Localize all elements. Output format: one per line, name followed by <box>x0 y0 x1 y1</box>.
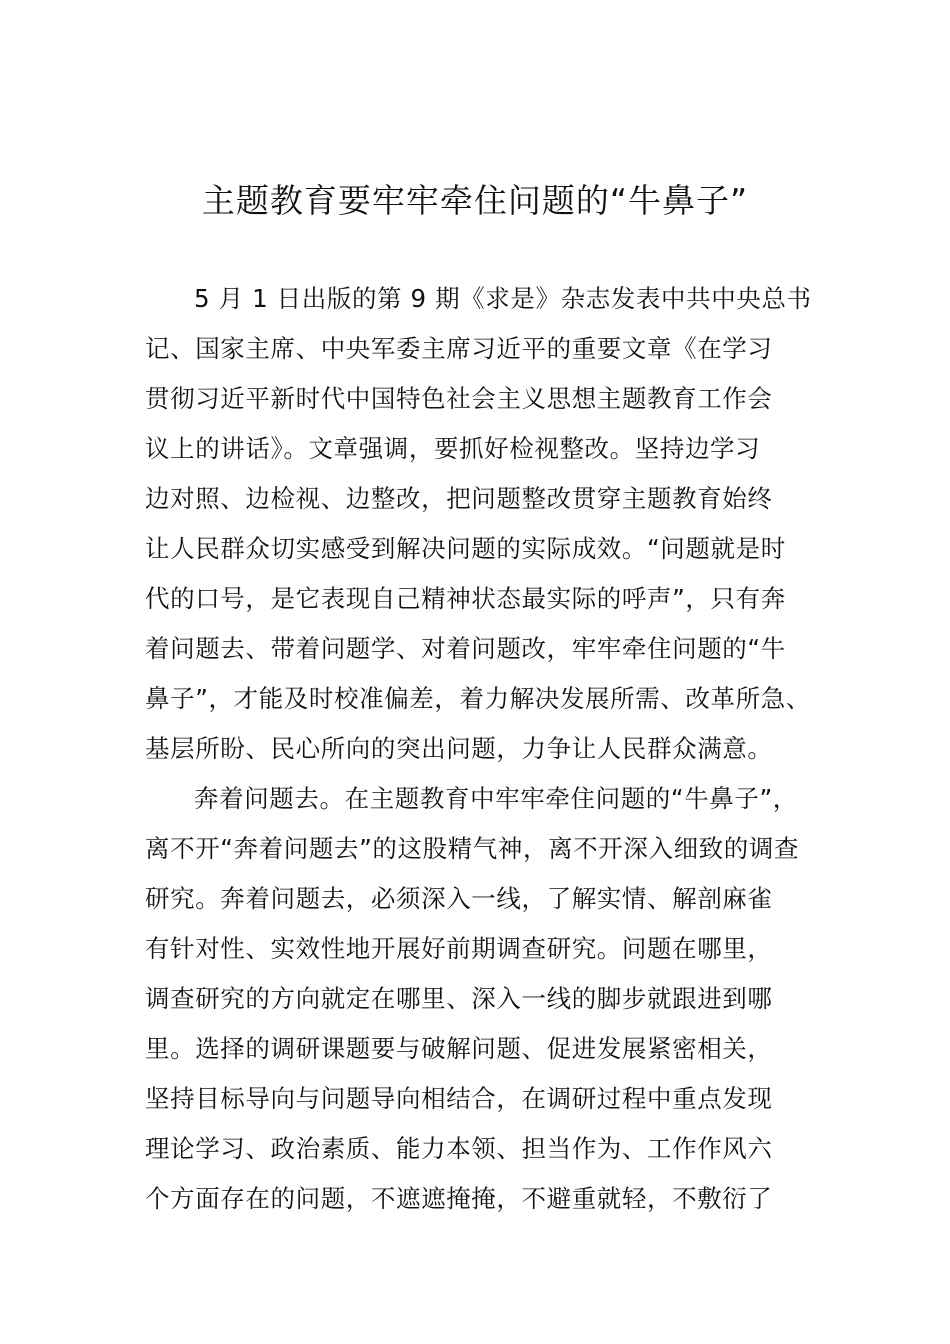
text-line: 代的口号，是它表现自己精神状态最实际的呼声”，只有奔 <box>145 584 786 613</box>
text-line: 着问题去、带着问题学、对着问题改，牢牢牵住问题的“牛 <box>145 634 786 663</box>
text-line: 个方面存在的问题，不遮遮掩掩，不避重就轻，不敷衍了 <box>145 1184 773 1213</box>
text-line: 坚持目标导向与问题导向相结合，在调研过程中重点发现 <box>145 1084 773 1113</box>
text-line: 贯彻习近平新时代中国特色社会主义思想主题教育工作会 <box>145 384 773 413</box>
text-line: 议上的讲话》。文章强调，要抓好检视整改。坚持边学习 <box>145 434 761 463</box>
text-line: 边对照、边检视、边整改，把问题整改贯穿主题教育始终 <box>145 484 773 513</box>
document-title: 主题教育要牢牢牵住问题的“牛鼻子” <box>201 181 749 220</box>
text-line: 记、国家主席、中央军委主席习近平的重要文章《在学习 <box>145 334 773 363</box>
text-line: 鼻子”，才能及时校准偏差，着力解决发展所需、改革所急、 <box>145 684 811 713</box>
text-line: 离不开“奔着问题去”的这股精气神，离不开深入细致的调查 <box>145 834 800 863</box>
text-line: 5 月 1 日出版的第 9 期《求是》杂志发表中共中央总书 <box>194 284 812 313</box>
text-line: 里。选择的调研课题要与破解问题、促进发展紧密相关， <box>145 1034 773 1063</box>
text-line: 让人民群众切实感受到解决问题的实际成效。“问题就是时 <box>145 534 786 563</box>
text-line: 基层所盼、民心所向的突出问题，力争让人民群众满意。 <box>145 734 773 763</box>
text-line: 理论学习、政治素质、能力本领、担当作为、工作作风六 <box>145 1134 773 1163</box>
text-line: 有针对性、实效性地开展好前期调查研究。问题在哪里， <box>145 934 773 963</box>
text-line: 调查研究的方向就定在哪里、深入一线的脚步就跟进到哪 <box>145 984 773 1013</box>
text-line: 研究。奔着问题去，必须深入一线，了解实情、解剖麻雀 <box>145 884 773 913</box>
text-line: 奔着问题去。在主题教育中牢牢牵住问题的“牛鼻子”， <box>194 784 798 813</box>
